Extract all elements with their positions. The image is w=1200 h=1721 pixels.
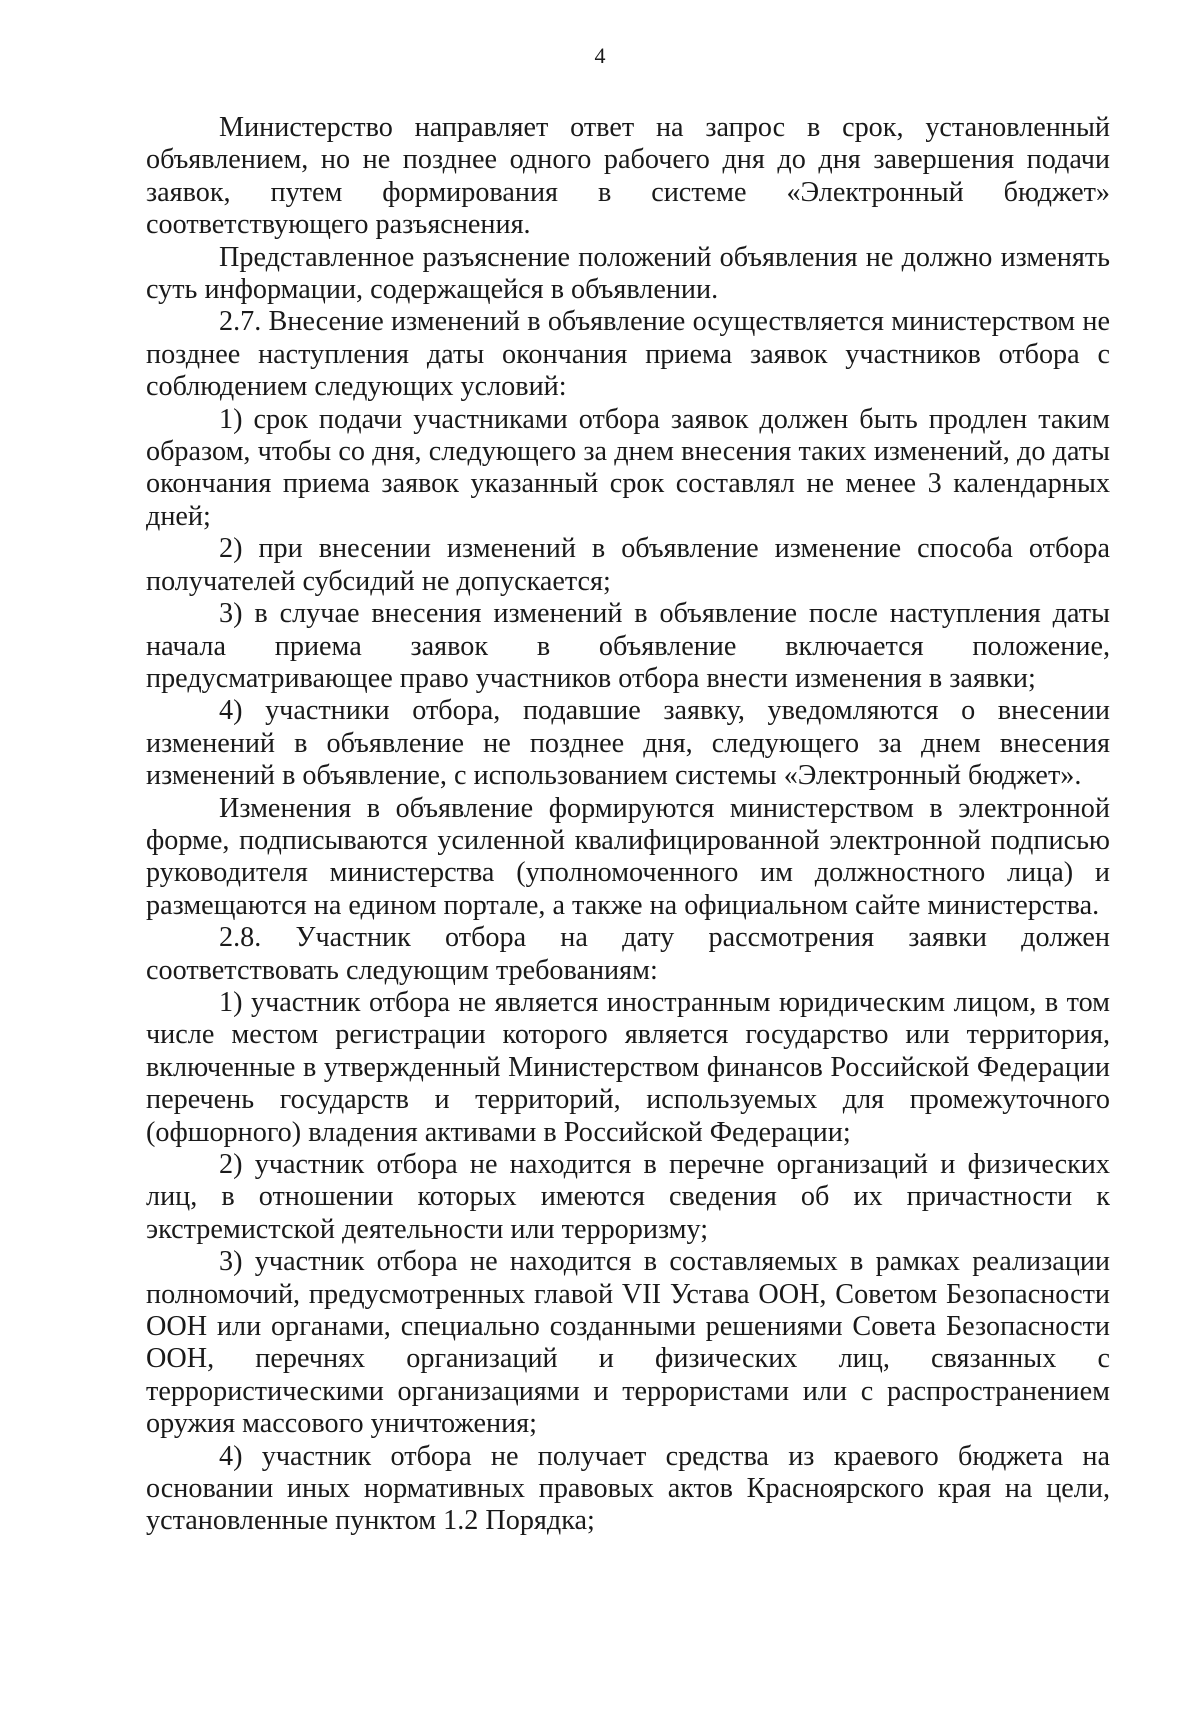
list-item-2-8-2: 2) участник отбора не находится в перечне организаций и физических лиц, в отношении которых имеются сведения об их причастности к экстремистской деятельности или терроризму; xyxy=(146,1149,1110,1245)
list-item-2-8-4: 4) участник отбора не получает средства из краевого бюджета на основании иных нормативных правовых актов Красноярского края на цели, установленные пунктом 1.2 Порядка; xyxy=(146,1440,1110,1537)
list-item-2-7-3: 3) в случае внесения изменений в объявление после наступления даты начала приема заявок в объявление включается положение, предусматривающее право участников отбора внести изменения в заявки; xyxy=(146,598,1110,694)
list-item-2-8-1: 1) участник отбора не является иностранным юридическим лицом, в том числе местом регистрации которого является государство или территория, включенные в утвержденный Министерством финансов Российской Федерации перечень государств и территорий, используемых для промежуточного (офшорного) владения активами в Российской Федерации; xyxy=(146,986,1110,1148)
page-number: 4 xyxy=(594,43,606,68)
list-item-2-7-2: 2) при внесении изменений в объявление изменение способа отбора получателей субсидий не допускается; xyxy=(146,533,1110,597)
list-item-2-7-1: 1) срок подачи участниками отбора заявок должен быть продлен таким образом, чтобы со дня, следующего за днем внесения таких изменений, до даты окончания приема заявок указанный срок составлял не менее 3 календарных дней; xyxy=(146,403,1110,532)
list-item-2-7-4: 4) участники отбора, подавшие заявку, уведомляются о внесении изменений в объявление не позднее дня, следующего за днем внесения изменений в объявление, с использованием системы «Электронный бюджет». xyxy=(146,695,1110,792)
document-body xyxy=(146,112,1110,1538)
paragraph-section-2-8: 2.8. Участник отбора на дату рассмотрения заявки должен соответствовать следующим требованиям: xyxy=(146,922,1110,986)
paragraph-clarification-scope: Представленное разъяснение положений объявления не должно изменять суть информации, содержащейся в объявлении. xyxy=(146,241,1110,306)
paragraph-changes-signing: Изменения в объявление формируются министерством в электронной форме, подписываются усиленной квалифицированной электронной подписью руководителя министерства (уполномоченного им должностного лица) и размещаются на едином портале, а также на официальном сайте министерства. xyxy=(146,792,1110,921)
paragraph-ministry-response: Министерство направляет ответ на запрос в срок, установленный объявлением, но не позднее одного рабочего дня до дня завершения подачи заявок, путем формирования в системе «Электронный бюджет» соответствующего разъяснения. xyxy=(146,112,1110,241)
list-item-2-8-3: 3) участник отбора не находится в составляемых в рамках реализации полномочий, предусмотренных главой VII Устава ООН, Советом Безопасности ООН или органами, специально созданными решениями Совета Безопасности ООН, перечнях организаций и физических лиц, связанных с террористическими организациями и террористами или с распространением оружия массового уничтожения; xyxy=(146,1246,1110,1440)
paragraph-section-2-7: 2.7. Внесение изменений в объявление осуществляется министерством не позднее наступления даты окончания приема заявок участников отбора с соблюдением следующих условий: xyxy=(146,306,1110,403)
